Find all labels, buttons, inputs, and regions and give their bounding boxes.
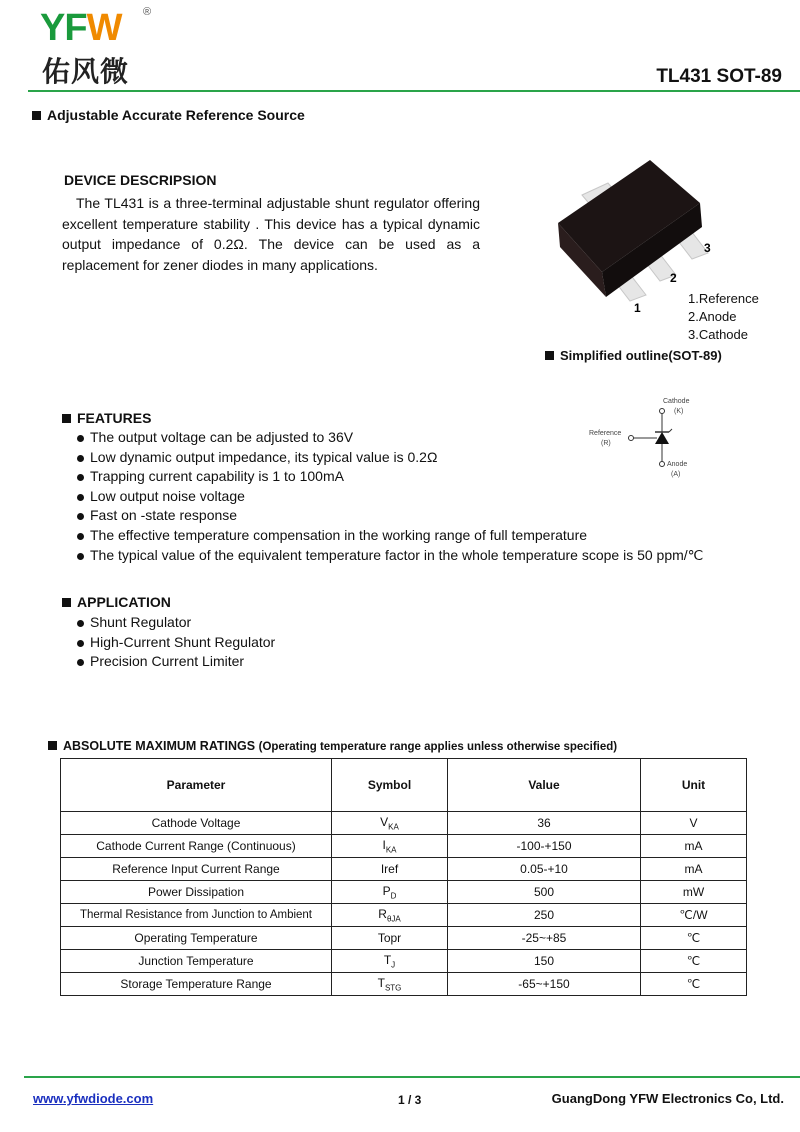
ratings-subheading: (Operating temperature range applies unless otherwise specified): [258, 741, 618, 753]
features-heading: [62, 410, 151, 426]
table-row: [61, 904, 747, 927]
list-item: The effective temperature compensation in the working range of full temperature: [76, 526, 703, 546]
cathode-label: Cathode: [663, 398, 690, 405]
symbol-cell: [332, 881, 448, 904]
page-number: 1 / 3: [398, 1093, 422, 1107]
square-bullet-icon: [32, 111, 41, 120]
reference-r-label: (R): [601, 440, 611, 447]
parameter-cell: Junction Temperature: [61, 950, 332, 973]
symbol-main: Topr: [377, 931, 402, 945]
symbol-main: V: [380, 814, 389, 829]
unit-cell: ℃: [641, 973, 747, 996]
parameter-cell: Storage Temperature Range: [61, 973, 332, 996]
application-heading: [62, 594, 171, 610]
cathode-k-label: (K): [674, 408, 684, 415]
list-item: Precision Current Limiter: [76, 652, 275, 672]
pin-number-1: 1: [634, 301, 641, 315]
ratings-heading: [48, 739, 617, 753]
symbol-subscript: D: [390, 891, 397, 901]
symbol-main: I: [382, 837, 386, 852]
application-list: [76, 613, 275, 672]
value-cell: -100-+150: [448, 835, 641, 858]
logo-chinese: 佑风微: [42, 56, 130, 87]
list-item: Trapping current capability is 1 to 100mA: [76, 467, 703, 487]
ratings-body: [61, 812, 747, 996]
unit-cell: ℃/W: [641, 904, 747, 927]
column-header: Unit: [641, 759, 747, 812]
value-cell: -25~+85: [448, 927, 641, 950]
symbol-cell: [332, 812, 448, 835]
logo-w: W: [86, 7, 122, 49]
parameter-cell: Power Dissipation: [61, 881, 332, 904]
square-bullet-icon: [62, 598, 71, 607]
ratings-heading-text: ABSOLUTE MAXIMUM RATINGS: [63, 739, 256, 753]
company-name: GuangDong YFW Electronics Co, Ltd.: [551, 1091, 784, 1106]
description-text: The TL431 is a three-terminal adjustable shunt regulator offering excellent temperature stability . This device has a typical dynamic output impedance of 0.2Ω. The device can be used as a replacement for zener diodes in many applications.: [62, 195, 480, 273]
symbol-cell: [332, 904, 448, 927]
package-caption: [545, 348, 722, 363]
list-item: The typical value of the equivalent temperature factor in the whole temperature scope is 50 ppm/℃: [76, 546, 703, 566]
column-header: Parameter: [61, 759, 332, 812]
value-cell: 0.05-+10: [448, 858, 641, 881]
table-row: [61, 950, 747, 973]
symbol-main: T: [377, 975, 385, 990]
anode-label: Anode: [667, 461, 688, 468]
list-item: Low output noise voltage: [76, 487, 703, 507]
list-item: The output voltage can be adjusted to 36V: [76, 428, 703, 448]
symbol-cell: [332, 835, 448, 858]
package-caption-text: Simplified outline(SOT-89): [560, 348, 722, 363]
features-list: [76, 428, 703, 565]
value-cell: 150: [448, 950, 641, 973]
column-header: Value: [448, 759, 641, 812]
pin-1-label: 1.Reference: [688, 291, 759, 306]
parameter-cell: Cathode Voltage: [61, 812, 332, 835]
unit-cell: V: [641, 812, 747, 835]
registered-mark: ®: [143, 6, 152, 18]
value-cell: 250: [448, 904, 641, 927]
unit-cell: ℃: [641, 950, 747, 973]
logo-yf: YF: [40, 7, 87, 49]
table-row: [61, 812, 747, 835]
symbol-cell: [332, 927, 448, 950]
pin-list: [688, 290, 759, 344]
table-row: [61, 927, 747, 950]
table-row: [61, 973, 747, 996]
pin-3-label: 3.Cathode: [688, 327, 748, 342]
unit-cell: mA: [641, 835, 747, 858]
website-link[interactable]: www.yfwdiode.com: [33, 1091, 154, 1106]
footer-divider: [24, 1076, 800, 1078]
application-heading-text: APPLICATION: [77, 594, 171, 610]
value-cell: 500: [448, 881, 641, 904]
parameter-cell: Cathode Current Range (Continuous): [61, 835, 332, 858]
parameter-cell: Thermal Resistance from Junction to Ambient: [61, 904, 332, 927]
header-divider: [28, 90, 800, 92]
value-cell: 36: [448, 812, 641, 835]
unit-cell: ℃: [641, 927, 747, 950]
logo: [40, 8, 121, 48]
symbol-subscript: KA: [388, 822, 399, 832]
list-item: High-Current Shunt Regulator: [76, 633, 275, 653]
table-row: [61, 835, 747, 858]
symbol-subscript: KA: [385, 845, 397, 855]
symbol-subscript: J: [391, 960, 396, 970]
description-heading: DEVICE DESCRIPSION: [64, 172, 217, 188]
square-bullet-icon: [62, 414, 71, 423]
square-bullet-icon: [545, 351, 554, 360]
features-heading-text: FEATURES: [77, 410, 152, 426]
tagline: [32, 107, 305, 123]
symbol-main: Iref: [380, 862, 399, 876]
pin-number-3: 3: [704, 241, 711, 255]
list-item: Low dynamic output impedance, its typical value is 0.2Ω: [76, 448, 703, 468]
symbol-cell: [332, 973, 448, 996]
symbol-cell: [332, 950, 448, 973]
list-item: Shunt Regulator: [76, 613, 275, 633]
parameter-cell: Operating Temperature: [61, 927, 332, 950]
symbol-main: T: [383, 952, 392, 967]
value-cell: -65~+150: [448, 973, 641, 996]
list-item: Fast on -state response: [76, 506, 703, 526]
unit-cell: mA: [641, 858, 747, 881]
table-header-row: [61, 759, 747, 812]
symbol-cell: [332, 858, 448, 881]
symbol-main: R: [378, 906, 387, 921]
reference-label: Reference: [589, 430, 622, 437]
ratings-table: [60, 758, 747, 996]
tagline-text: Adjustable Accurate Reference Source: [47, 107, 305, 123]
symbol-main: P: [382, 883, 391, 898]
square-bullet-icon: [48, 741, 57, 750]
parameter-cell: Reference Input Current Range: [61, 858, 332, 881]
part-number: TL431 SOT-89: [656, 66, 782, 87]
anode-a-label: (A): [671, 471, 681, 478]
table-row: [61, 881, 747, 904]
symbol-subscript: θJA: [386, 914, 401, 924]
table-row: [61, 858, 747, 881]
pin-number-2: 2: [670, 271, 677, 285]
unit-cell: mW: [641, 881, 747, 904]
pin-2-label: 2.Anode: [688, 309, 737, 324]
symbol-subscript: STG: [384, 983, 402, 993]
column-header: Symbol: [332, 759, 448, 812]
